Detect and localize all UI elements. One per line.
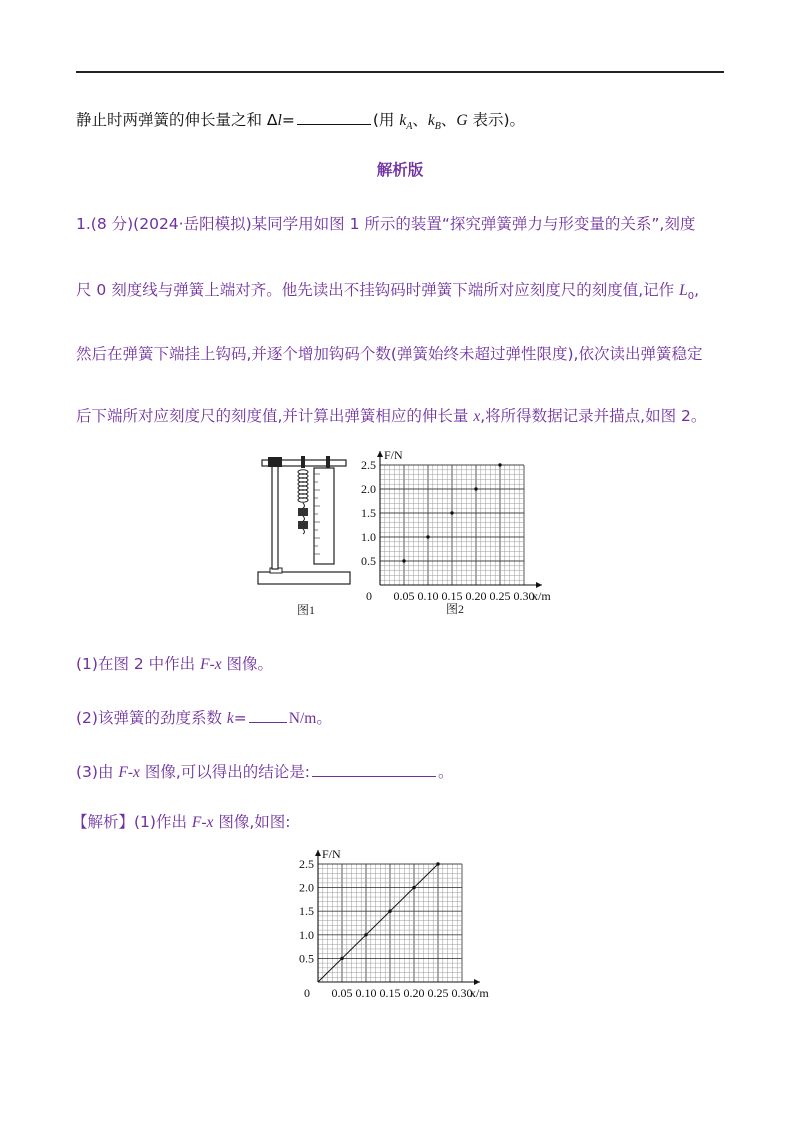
var-G: G bbox=[456, 112, 468, 129]
problem-line-1: 1.(8 分)(2024·岳阳模拟)某同学用如图 1 所示的装置“探究弹簧弹力与形变量的关系”,刻度 bbox=[76, 215, 696, 233]
y-tick-label: 0.5 bbox=[361, 554, 376, 568]
fit-line-segment bbox=[318, 864, 438, 982]
figure-2-caption: 图2 bbox=[445, 602, 465, 616]
answer-1a: 【解析】(1)作出 bbox=[72, 813, 192, 831]
var-L-sub: 0 bbox=[687, 291, 695, 303]
question-3 bbox=[76, 760, 454, 782]
y-tick-label: 1.5 bbox=[361, 506, 376, 520]
top-text-end: 表示)。 bbox=[467, 111, 526, 129]
var-kB: k bbox=[427, 112, 435, 129]
x-tick-label: 0.25 bbox=[489, 589, 511, 603]
question-1b: 图像。 bbox=[221, 655, 274, 673]
sep1: 、 bbox=[412, 111, 428, 129]
x-tick-label: 0.25 bbox=[427, 986, 449, 1000]
problem-line-2b: , bbox=[694, 281, 700, 299]
y-tick-label: 1.0 bbox=[361, 530, 376, 544]
y-tick-label: 2.0 bbox=[361, 482, 376, 496]
question-1a: (1)在图 2 中作出 bbox=[76, 655, 201, 673]
data-point bbox=[474, 487, 477, 490]
y-tick-label: 2.5 bbox=[299, 857, 314, 871]
answer-1b: 图像,如图: bbox=[213, 813, 291, 831]
y-axis-arrow bbox=[377, 451, 383, 457]
data-point bbox=[388, 910, 391, 913]
figure-1-caption: 图1 bbox=[296, 603, 316, 617]
top-text-part1: 静止时两弹簧的伸长量之和 Δ bbox=[76, 111, 278, 129]
x-axis-label: x/m bbox=[532, 589, 551, 603]
answer-blank bbox=[297, 123, 371, 125]
question-2-var: k bbox=[226, 710, 234, 727]
y-tick-label: 1.5 bbox=[299, 904, 314, 919]
axes bbox=[377, 451, 542, 588]
problem-line-4a: 后下端所对应刻度尺的刻度值,并计算出弹簧相应的伸长量 bbox=[76, 407, 474, 425]
question-3a: (3)由 bbox=[76, 763, 119, 781]
x-tick-label: 0.20 bbox=[403, 986, 425, 1000]
x-tick-label: 0.20 bbox=[465, 589, 487, 603]
data-point bbox=[402, 559, 405, 562]
question-2-blank bbox=[249, 721, 287, 723]
stand-pole bbox=[272, 462, 278, 569]
problem-line-4b: ,将所得数据记录并描点,如图 2。 bbox=[480, 407, 707, 425]
x-tick-label: 0.05 bbox=[331, 986, 353, 1000]
x-tick-label: 0.05 bbox=[393, 589, 415, 603]
var-kB-sub: B bbox=[434, 121, 441, 133]
y-tick-label: 0.5 bbox=[299, 951, 314, 966]
top-text-line bbox=[76, 108, 525, 132]
data-point bbox=[450, 511, 453, 514]
y-tick-label: 1.0 bbox=[299, 927, 314, 942]
y-axis-label: F/N bbox=[322, 847, 341, 861]
top-rule bbox=[76, 71, 724, 73]
axes bbox=[315, 850, 480, 985]
x-tick-label: 0.30 bbox=[451, 986, 473, 1000]
answer-line bbox=[72, 810, 290, 832]
grid bbox=[380, 465, 524, 585]
x-axis-arrow bbox=[536, 582, 542, 588]
question-2 bbox=[76, 706, 332, 728]
problem-line-3: 然后在弹簧下端挂上钩码,并逐个增加钩码个数(弹簧始终未超过弹性限度),依次读出弹簧稳定 bbox=[76, 345, 703, 363]
y-axis-arrow bbox=[315, 850, 321, 856]
question-3b: 图像,可以得出的结论是: bbox=[139, 763, 310, 781]
x-tick-label: 0.30 bbox=[513, 589, 535, 603]
var-x: x bbox=[473, 408, 481, 425]
figure-1-apparatus bbox=[250, 452, 354, 622]
grid bbox=[318, 864, 462, 982]
x-tick-label: 0.15 bbox=[379, 986, 401, 1000]
question-3-blank bbox=[312, 775, 436, 777]
y-tick-label: 2.5 bbox=[361, 458, 376, 472]
var-kA-sub: A bbox=[406, 121, 413, 133]
spring-hook bbox=[301, 456, 305, 468]
question-2a: (2)该弹簧的劲度系数 bbox=[76, 709, 227, 727]
sep2: 、 bbox=[440, 111, 457, 129]
question-3c: 。 bbox=[437, 763, 454, 781]
ruler bbox=[314, 468, 334, 564]
problem-line-2a: 尺 0 刻度线与弹簧上端对齐。他先读出不挂钩码时弹簧下端所对应刻度尺的刻度值,记作 bbox=[76, 281, 680, 299]
x-tick-label: 0.10 bbox=[417, 589, 439, 603]
question-2b: = bbox=[233, 709, 247, 727]
x-tick-label: 0.10 bbox=[355, 986, 377, 1000]
fit-line bbox=[318, 864, 438, 982]
data-point bbox=[498, 463, 501, 466]
hook-weights bbox=[298, 503, 308, 534]
y-axis-label: F/N bbox=[384, 450, 403, 462]
question-3-var: F-x bbox=[118, 764, 140, 781]
data-point bbox=[364, 933, 367, 936]
origin-label: 0 bbox=[366, 589, 372, 603]
var-L: L bbox=[679, 282, 688, 299]
answer-graph bbox=[296, 846, 510, 1004]
stand-base bbox=[258, 572, 350, 584]
x-tick-label: 0.15 bbox=[441, 589, 463, 603]
top-text-eq: = bbox=[281, 111, 295, 129]
section-title: 解析版 bbox=[376, 161, 424, 179]
x-axis-label: x/m bbox=[470, 986, 489, 1000]
data-point bbox=[436, 862, 439, 865]
spring bbox=[298, 470, 308, 502]
data-point bbox=[412, 886, 415, 889]
y-tick-label: 2.0 bbox=[299, 880, 314, 895]
data-point bbox=[426, 535, 429, 538]
problem-line-2 bbox=[76, 278, 699, 302]
problem-line-4 bbox=[76, 404, 706, 426]
question-1-var: F-x bbox=[200, 656, 222, 673]
origin-label: 0 bbox=[304, 986, 310, 1000]
var-kA: k bbox=[399, 112, 407, 129]
clamp bbox=[268, 457, 282, 467]
top-text-paren: (用 bbox=[372, 111, 400, 129]
answer-1-var: F-x bbox=[191, 814, 214, 831]
figure-2-graph bbox=[350, 450, 560, 620]
top-text-var: l bbox=[277, 112, 282, 129]
ruler-hook bbox=[326, 456, 330, 468]
x-axis-arrow bbox=[474, 979, 480, 985]
question-2c: N/m。 bbox=[288, 710, 332, 727]
question-1 bbox=[76, 652, 273, 674]
data-point bbox=[340, 957, 343, 960]
